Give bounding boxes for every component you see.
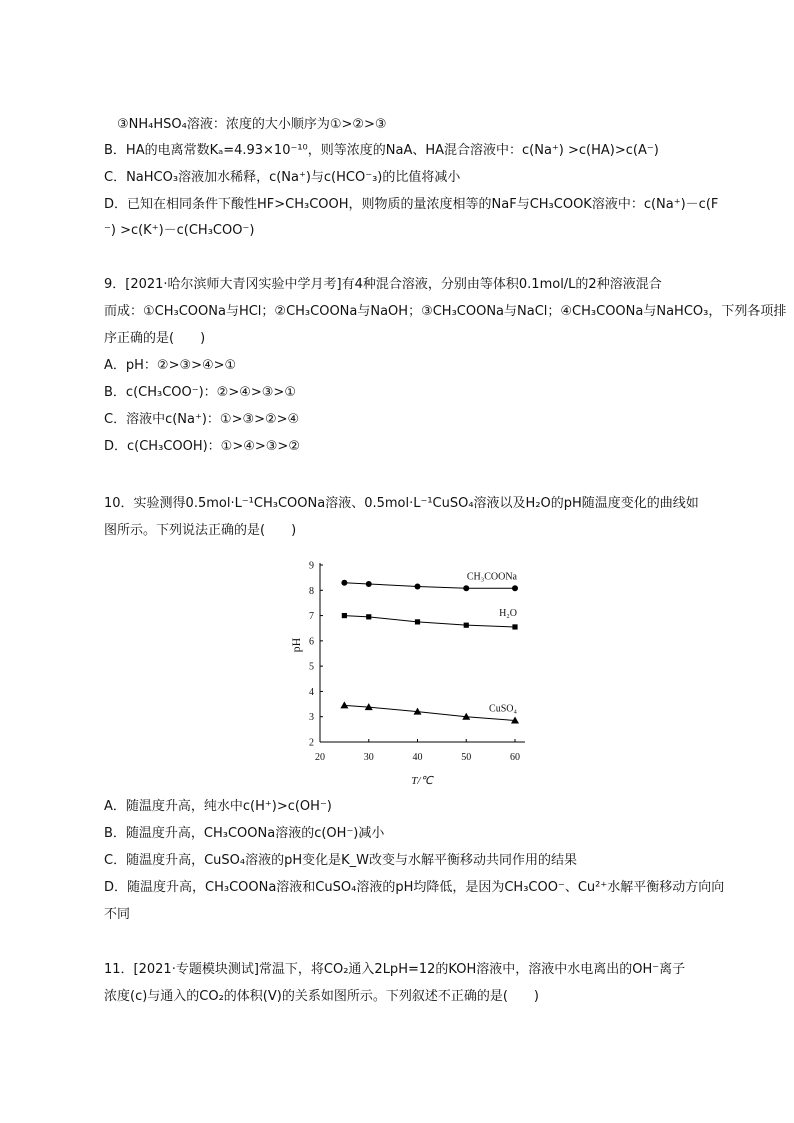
q8-option-d-line2: ⁻) >c(K⁺)－c(CH₃COO⁻) (104, 223, 255, 238)
point-1-3 (464, 623, 469, 628)
q9-option-c: C．溶液中c(Na⁺)：①>③>②>④ (104, 412, 300, 427)
q10-stem-line2: 图所示。下列说法正确的是( ) (104, 523, 297, 538)
q10-stem-line1: 10．实验测得0.5mol·L⁻¹CH₃COONa溶液、0.5mol·L⁻¹CuSO₄溶液以及H₂O的pH随温度变化的曲线如 (104, 496, 699, 511)
q11-stem-line1: 11．[2021·专题模块测试]常温下，将CO₂通入2LpH=12的KOH溶液中，溶液中水电离出的OH⁻离子 (104, 962, 686, 977)
point-0-2 (415, 583, 421, 589)
chart-series (340, 571, 519, 723)
series-label-2: CuSO₄ (489, 703, 517, 715)
x-tick-label: 30 (363, 752, 374, 763)
ph-temperature-chart (280, 545, 540, 790)
point-1-0 (342, 613, 347, 618)
series-label-1: H₂O (499, 607, 517, 619)
y-axis-label: pH (289, 637, 303, 653)
y-tick-label: 7 (309, 611, 314, 623)
q9-stem-line2: 而成：①CH₃COONa与HCl；②CH₃COONa与NaOH；③CH₃COONa与NaCl；④CH₃COONa与NaHCO₃，下列各项排 (104, 304, 787, 319)
q8-option-d-line1: D．已知在相同条件下酸性HF>CH₃COOH，则物质的量浓度相等的NaF与CH₃COOK溶液中：c(Na⁺)－c(F (104, 197, 719, 212)
q10-option-d-line2: 不同 (104, 907, 131, 922)
x-tick-label: 60 (510, 752, 520, 763)
q9-stem-line1: 9．[2021·哈尔滨师大青冈实验中学月考]有4种混合溶液，分别由等体积0.1mol/L的2种溶液混合 (104, 277, 662, 292)
y-tick-label: 6 (309, 636, 314, 648)
chart-axes (320, 563, 525, 742)
q9-stem-line3: 序正确的是( ) (104, 331, 206, 346)
point-0-3 (463, 585, 469, 591)
y-tick-label: 5 (309, 661, 314, 673)
point-1-2 (415, 619, 420, 624)
x-axis-label: T/℃ (411, 775, 433, 787)
q9-option-b: B．c(CH₃COO⁻)：②>④>③>① (104, 385, 296, 400)
series-label-0: CH₃COONa (466, 571, 517, 583)
x-tick-label: 40 (412, 752, 423, 763)
y-tick-label: 2 (309, 737, 314, 749)
q9-option-a: A．pH：②>③>④>① (104, 358, 237, 373)
x-tick-label: 20 (315, 752, 325, 763)
y-tick-label: 3 (309, 712, 314, 724)
y-tick-label: 9 (309, 560, 314, 572)
q8-option-b: B．HA的电离常数Kₐ=4.93×10⁻¹⁰，则等浓度的NaA、HA混合溶液中：c(Na⁺) >c(HA)>c(A⁻) (104, 143, 659, 158)
y-tick-label: 8 (309, 585, 314, 597)
q10-option-c: C．随温度升高，CuSO₄溶液的pH变化是K_W改变与水解平衡移动共同作用的结果 (104, 853, 577, 868)
q8-item3: ③NH₄HSO₄溶液：浓度的大小顺序为①>②>③ (117, 117, 387, 132)
q10-option-d-line1: D．随温度升高，CH₃COONa溶液和CuSO₄溶液的pH均降低，是因为CH₃COO⁻、Cu²⁺水解平衡移动方向向 (104, 880, 725, 895)
q10-option-a: A．随温度升高，纯水中c(H⁺)>c(OH⁻) (104, 799, 332, 814)
point-1-4 (512, 624, 517, 629)
q10-option-b: B．随温度升高，CH₃COONa溶液的c(OH⁻)减小 (104, 826, 385, 841)
point-1-1 (366, 614, 371, 619)
point-0-1 (366, 581, 372, 587)
q8-option-c: C．NaHCO₃溶液加水稀释，c(Na⁺)与c(HCO⁻₃)的比值将减小 (104, 170, 461, 185)
point-2-0 (340, 701, 348, 708)
y-tick-label: 4 (309, 686, 314, 698)
x-tick-label: 50 (461, 752, 472, 763)
point-0-0 (341, 580, 347, 586)
point-0-4 (512, 585, 518, 591)
q9-option-d: D．c(CH₃COOH)：①>④>③>② (104, 439, 300, 454)
chart-ticks (309, 561, 520, 764)
q11-stem-line2: 浓度(c)与通入的CO₂的体积(V)的关系如图所示。下列叙述不正确的是( ) (104, 989, 539, 1004)
